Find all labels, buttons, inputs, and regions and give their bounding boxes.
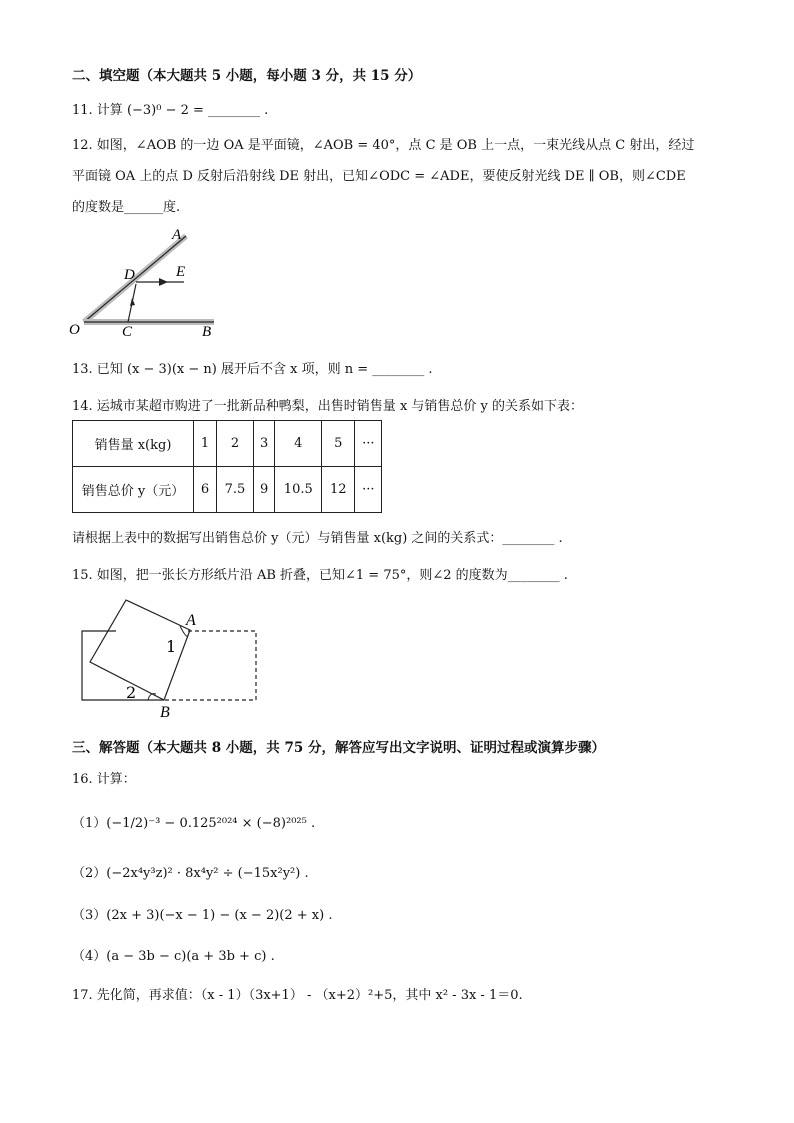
question-17: 17. 先化简，再求值：（x - 1）（3x+1） - （x+2）²+5，其中 x² - 3x - 1＝0.	[72, 988, 523, 1003]
table-cell: 销售总价 y（元）	[73, 467, 194, 513]
label-o: O	[69, 322, 80, 338]
table-row	[73, 421, 382, 467]
sales-table	[72, 420, 382, 513]
section-title-fill-blank: 二、填空题（本大题共 5 小题，每小题 3 分，共 15 分）	[72, 68, 422, 84]
table-cell: 销售量 x(kg)	[73, 421, 194, 467]
table-cell: 10.5	[275, 467, 322, 513]
question-11: 11. 计算 (−3)⁰ − 2 = ________ .	[72, 103, 269, 118]
label-e: E	[176, 264, 186, 280]
ray-oa	[84, 236, 186, 322]
table-cell: ···	[355, 421, 382, 467]
table-cell: 2	[217, 421, 254, 467]
label-a: A	[186, 612, 196, 629]
table-cell: ···	[355, 467, 382, 513]
table-cell: 1	[194, 421, 217, 467]
question-16-part3: （3）(2x + 3)(−x − 1) − (x − 2)(2 + x) .	[72, 908, 333, 923]
question-16-part4: （4）(a − 3b − c)(a + 3b + c) .	[72, 949, 275, 964]
rectangle-solid-edge	[82, 631, 164, 700]
table-cell: 5	[322, 421, 355, 467]
label-c: C	[122, 324, 133, 340]
table-row	[73, 467, 382, 513]
question-12-line2: 平面镜 OA 上的点 D 反射后沿射线 DE 射出，已知∠ODC = ∠ADE，要使反射光线 DE ∥ OB，则∠CDE	[72, 169, 686, 184]
label-angle-1: 1	[166, 637, 177, 656]
label-d: D	[124, 267, 135, 283]
arrow-cd	[130, 298, 135, 306]
angle-mirror-figure	[66, 224, 226, 340]
table-cell: 9	[254, 467, 275, 513]
section-title-solutions: 三、解答题（本大题共 8 小题，共 75 分，解答应写出文字说明、证明过程或演算步骤）	[72, 740, 605, 756]
folded-rectangle-figure	[76, 596, 266, 726]
label-a: A	[172, 227, 182, 243]
angle-2-arc	[148, 694, 156, 700]
question-12-line3: 的度数是______度.	[72, 200, 181, 215]
rectangle-dashed-edge	[164, 631, 256, 700]
table-cell: 3	[254, 421, 275, 467]
table-cell: 4	[275, 421, 322, 467]
label-b: B	[160, 704, 170, 721]
question-14: 14. 运城市某超市购进了一批新品种鸭梨，出售时销售量 x 与销售总价 y 的关系如下表：	[72, 399, 584, 414]
question-14-followup: 请根据上表中的数据写出销售总价 y（元）与销售量 x(kg) 之间的关系式：________ .	[72, 531, 563, 546]
arrow-de	[159, 278, 168, 286]
label-angle-2: 2	[126, 683, 137, 702]
question-13: 13. 已知 (x − 3)(x − n) 展开后不含 x 项，则 n = ________ .	[72, 362, 433, 377]
question-16-head: 16. 计算：	[72, 772, 136, 787]
table-cell: 6	[194, 467, 217, 513]
question-12-line1: 12. 如图，∠AOB 的一边 OA 是平面镜，∠AOB = 40°，点 C 是 OB 上一点，一束光线从点 C 射出，经过	[72, 138, 695, 153]
table-cell: 12	[322, 467, 355, 513]
table-cell: 7.5	[217, 467, 254, 513]
question-15: 15. 如图，把一张长方形纸片沿 AB 折叠，已知∠1 = 75°，则∠2 的度数为________ .	[72, 568, 568, 583]
label-b: B	[202, 324, 212, 340]
question-16-part2: （2）(−2x⁴y³z)² · 8x⁴y² ÷ (−15x²y²) .	[72, 866, 309, 881]
question-16-part1: （1）(−1/2)⁻³ − 0.125²⁰²⁴ × (−8)²⁰²⁵ .	[72, 816, 316, 831]
